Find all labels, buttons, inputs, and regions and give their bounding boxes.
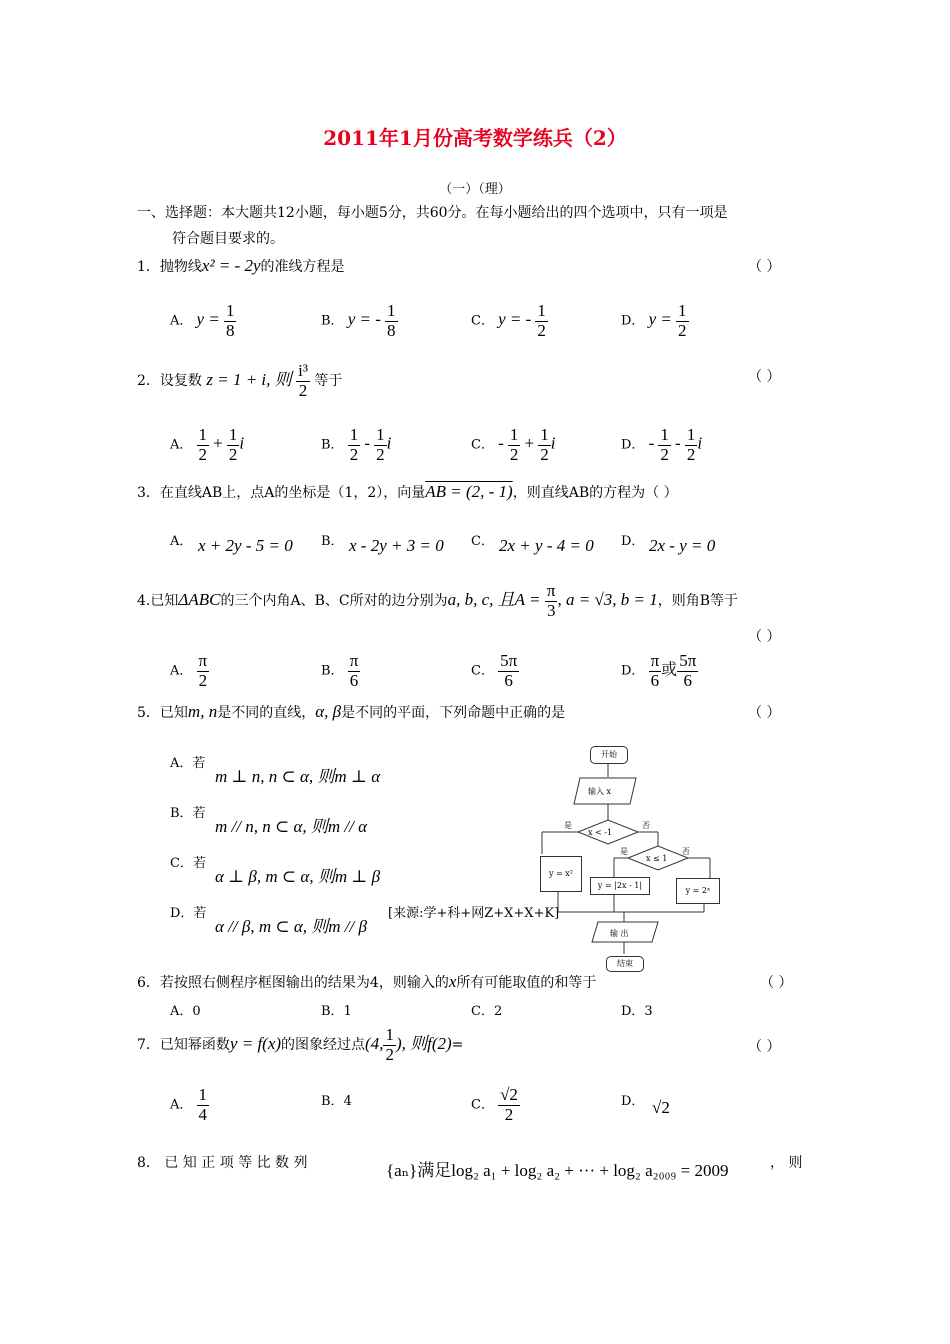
- q6-answer-paren: （ ）: [760, 975, 793, 991]
- q8-expr: {aₙ}满足log₂ a₁ + log₂ a₂ + ··· + log₂ a₂₀₀₉ = 2009: [386, 1161, 729, 1180]
- q3-option-c-expr: 2x + y - 4 = 0: [499, 536, 594, 555]
- denominator: 6: [349, 670, 359, 690]
- q5-option-a-expr: m ⊥ n, n ⊂ α, 则m ⊥ α: [215, 767, 381, 786]
- flowchart-yes2: 是: [620, 847, 628, 856]
- denominator: 6: [504, 670, 513, 690]
- q1-option-d: [621, 302, 689, 340]
- numerator: π: [650, 651, 660, 670]
- q3-lead: 3．在直线AB上，点A的坐标是（1，2），向量: [137, 485, 426, 501]
- question-7: [137, 1026, 463, 1064]
- denominator: 2: [298, 380, 308, 400]
- q3-option-a: [170, 530, 192, 549]
- q6-option-a: A．0: [170, 1004, 201, 1019]
- q5-option-a: A．若: [170, 756, 206, 771]
- q1-lead: 1．抛物线: [137, 259, 202, 275]
- q6-lead: 6．若按照右侧程序框图输出的结果为4，则输入的: [137, 975, 449, 991]
- q2-option-c: C． - $\frac{1}{2}$ + $\frac{1}{2}$ i: [471, 425, 556, 464]
- q3-tail: ，则直线AB的方程为（ ）: [512, 485, 678, 501]
- sign: -: [498, 433, 504, 453]
- flowchart-branch-2: y = |2x - 1|: [590, 877, 650, 895]
- numerator: 1: [678, 301, 687, 320]
- q7-answer-paren: （ ）: [748, 1039, 781, 1055]
- q7-option-a: [170, 1086, 209, 1124]
- numerator: 5π: [500, 651, 518, 670]
- q2-answer-paren: （ ）: [748, 369, 781, 385]
- option-label: A．: [170, 1097, 193, 1113]
- q7-expr1: y = f(x): [229, 1034, 282, 1054]
- numerator: 5π: [679, 651, 697, 670]
- option-label: A．: [170, 663, 193, 679]
- question-2: [137, 362, 342, 400]
- q4-tail: ，则角B等于: [657, 593, 739, 610]
- q7-lead: 7．已知幂函数: [137, 1037, 230, 1054]
- flowchart-input: 输入 x: [588, 787, 612, 796]
- option-label: B．: [321, 534, 344, 549]
- option-label: D．: [621, 534, 645, 549]
- flowchart-no2: 否: [682, 847, 690, 856]
- denominator: 6: [650, 670, 660, 690]
- flowchart-branch-1: y = x²: [540, 856, 582, 892]
- option-label: C．: [471, 663, 494, 679]
- operator: +: [524, 433, 535, 453]
- q3-vector: AB = (2, - 1): [425, 482, 513, 501]
- q2-lead: 2．设复数: [137, 373, 202, 390]
- option-label: C．: [471, 1097, 494, 1113]
- question-6: [137, 972, 596, 992]
- option-expr: y = -: [347, 309, 381, 329]
- q4-lead: 4.已知: [137, 593, 179, 610]
- numerator: 1: [686, 425, 696, 444]
- option-label: A．: [170, 534, 193, 549]
- q6-option-d: D．3: [621, 1004, 653, 1019]
- q7-option-d-value: √2: [652, 1098, 670, 1117]
- flowchart-cond2: x ≤ 1: [646, 854, 668, 863]
- q2-option-d: D． - $\frac{1}{2}$ - $\frac{1}{2}$ i: [621, 425, 703, 464]
- q5-option-c: C．若: [170, 856, 206, 871]
- denominator: 2: [678, 320, 687, 340]
- q4-option-d: [621, 652, 698, 690]
- option-expr: y = -: [498, 309, 532, 329]
- numerator: 1: [228, 425, 238, 444]
- option-value: 4: [343, 1094, 352, 1109]
- flowchart-yes1: 是: [564, 821, 572, 830]
- option-label: C．: [471, 313, 494, 329]
- option-label: D．: [621, 663, 645, 679]
- option-expr: y =: [196, 309, 220, 329]
- q8-tail: ， 则: [770, 1155, 803, 1171]
- q2-expr: z = 1 + i, 则: [206, 370, 292, 390]
- q5-mid: 是不同的直线，: [217, 705, 316, 721]
- option-label: A．: [170, 437, 193, 453]
- numerator: π: [546, 581, 556, 600]
- q6-var: x: [448, 972, 457, 991]
- numerator: 1: [540, 425, 549, 444]
- option-label: B．: [321, 1094, 344, 1109]
- option-label: B．: [321, 313, 344, 329]
- q7-eq: =: [451, 1037, 464, 1054]
- section-instruction: 一、选择题：本大题共12小题，每小题5分，共60分。在每小题给出的四个选项中，只有一项是: [137, 205, 728, 221]
- q6-tail: 所有可能取值的和等于: [456, 975, 597, 991]
- numerator: √2: [500, 1085, 518, 1104]
- q3-option-a-expr: x + 2y - 5 = 0: [198, 536, 293, 555]
- denominator: 6: [683, 670, 692, 690]
- q1-option-b: [321, 302, 398, 340]
- option-label: C．: [471, 534, 494, 549]
- numerator: 1: [385, 1025, 394, 1044]
- q1-option-a: [170, 302, 236, 340]
- q2-option-a: A． $\frac{1}{2}$ + $\frac{1}{2}$ i: [170, 425, 245, 464]
- page-subtitle: （一）（理）: [439, 182, 511, 197]
- q7-option-c: [471, 1086, 520, 1124]
- flowchart-cond1: x < -1: [588, 828, 613, 837]
- q5-option-c-expr: α ⊥ β, m ⊂ α, 则m ⊥ β: [215, 867, 381, 886]
- denominator: 2: [198, 670, 208, 690]
- q2-option-b: B． $\frac{1}{2}$ - $\frac{1}{2}$ i: [321, 425, 392, 464]
- numerator: 1: [198, 1085, 208, 1104]
- numerator: 1: [349, 425, 359, 444]
- q7-option-b: [321, 1090, 352, 1109]
- q1-tail: 的准线方程是: [260, 259, 345, 275]
- option-label: A．: [170, 313, 193, 329]
- source-watermark: [来源:学+科+网Z+X+X+K]: [388, 906, 560, 921]
- option-label: D．: [621, 1094, 645, 1109]
- q3-option-c: [471, 530, 494, 549]
- or-word: 或: [661, 659, 678, 679]
- q4-expr2: , a = √3, b = 1: [557, 590, 658, 610]
- q3-option-b: [321, 530, 344, 549]
- q1-expr: x² = - 2y: [201, 256, 261, 275]
- q5-option-d-expr: α // β, m ⊂ α, 则m // β: [215, 917, 367, 936]
- numerator: 1: [376, 425, 385, 444]
- q4-triangle: ΔABC: [178, 590, 221, 610]
- denominator: 2: [537, 320, 546, 340]
- numerator: 1: [198, 425, 208, 444]
- numerator: 1: [660, 425, 669, 444]
- q3-option-d: [621, 530, 644, 549]
- flowchart-no1: 否: [642, 821, 650, 830]
- q6-option-c: C．2: [471, 1004, 503, 1019]
- q5-expr2: α, β: [315, 702, 342, 721]
- option-label: B．: [321, 437, 344, 453]
- q4-option-c: [471, 652, 519, 690]
- flowchart-end: 结束: [606, 956, 644, 972]
- option-label: B．: [321, 663, 344, 679]
- q4-answer-paren: （ ）: [748, 629, 781, 645]
- numerator: 1: [509, 425, 519, 444]
- q4-expr1: a, b, c, 且A =: [447, 590, 541, 610]
- option-label: C．: [471, 437, 494, 453]
- q5-answer-paren: （ ）: [748, 705, 781, 721]
- denominator: 8: [387, 320, 396, 340]
- section-instruction-cont: 符合题目要求的。: [172, 231, 284, 247]
- denominator: 4: [198, 1104, 208, 1124]
- question-4: [137, 582, 738, 620]
- numerator: 1: [225, 301, 235, 320]
- question-1: [137, 256, 345, 276]
- denominator: 2: [385, 1044, 394, 1064]
- q7-expr2: ), 则f(2): [395, 1034, 452, 1054]
- numerator: i³: [298, 361, 308, 380]
- q7-mid: 的图象经过点: [281, 1037, 366, 1054]
- operator: +: [213, 433, 223, 453]
- q4-mid: 的三个内角A、B、C所对的边分别为: [220, 593, 448, 610]
- flowchart-start: 开始: [590, 746, 628, 764]
- denominator: 2: [504, 1104, 514, 1124]
- q7-option-d: [621, 1090, 644, 1109]
- option-label: D．: [621, 437, 645, 453]
- numerator: 1: [387, 301, 396, 320]
- q5-lead: 5．已知: [137, 705, 188, 721]
- q2-tail: 等于: [314, 373, 343, 390]
- q4-option-b: [321, 652, 360, 690]
- denominator: 3: [546, 600, 556, 620]
- option-expr: y =: [648, 309, 672, 329]
- option-label: D．: [621, 313, 645, 329]
- denominator: 8: [225, 320, 235, 340]
- question-5: [137, 702, 565, 722]
- page-title: 2011年1月份高考数学练兵（2）: [323, 126, 627, 150]
- sign: -: [648, 433, 655, 453]
- question-8: 8． 已 知 正 项 等 比 数 列: [137, 1155, 308, 1171]
- q5-option-b-expr: m // n, n ⊂ α, 则m // α: [215, 817, 368, 836]
- q3-option-b-expr: x - 2y + 3 = 0: [349, 536, 444, 555]
- q5-tail: 是不同的平面，下列命题中正确的是: [341, 705, 566, 721]
- q7-point: (4,: [365, 1034, 384, 1054]
- numerator: π: [198, 651, 208, 670]
- operator: -: [675, 433, 681, 453]
- q1-answer-paren: （ ）: [748, 259, 781, 275]
- numerator: 1: [537, 301, 546, 320]
- q5-option-d: D．若: [170, 906, 207, 921]
- operator: -: [364, 433, 371, 453]
- q1-option-c: [471, 302, 548, 340]
- flowchart-output: 输 出: [610, 929, 629, 938]
- q4-option-a: [170, 652, 209, 690]
- question-3: [137, 482, 678, 502]
- q3-option-d-expr: 2x - y = 0: [649, 536, 716, 555]
- q5-option-b: B．若: [170, 806, 206, 821]
- q6-option-b: B．1: [321, 1004, 352, 1019]
- q5-expr1: m, n: [187, 702, 218, 721]
- numerator: π: [349, 651, 359, 670]
- flowchart-branch-3: y = 2ˣ: [676, 878, 720, 904]
